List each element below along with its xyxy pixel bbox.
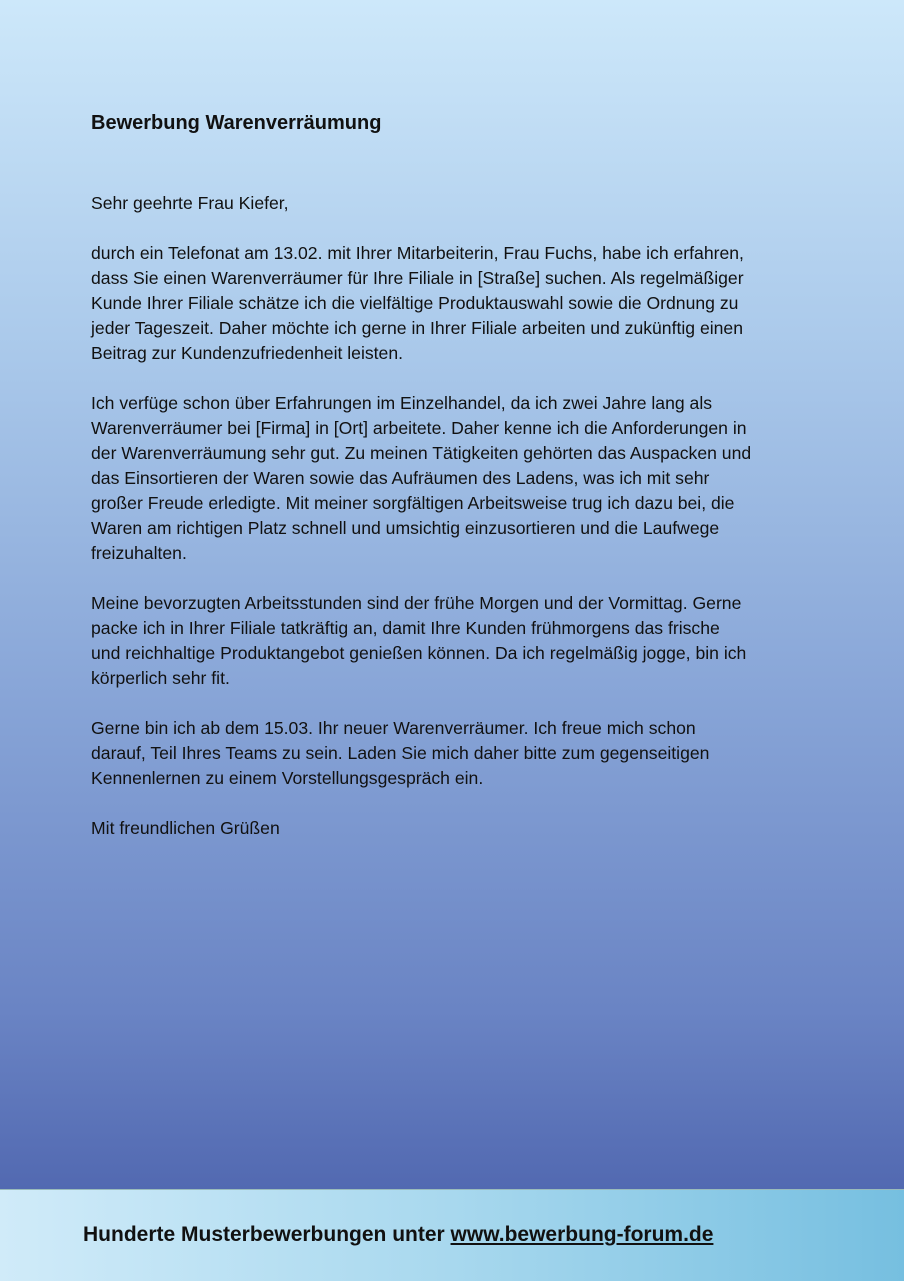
paragraph-line: das Einsortieren der Waren sowie das Aufräumen des Ladens, was ich mit sehr xyxy=(91,468,710,488)
paragraph-line: und reichhaltige Produktangebot genießen können. Da ich regelmäßig jogge, bin ich xyxy=(91,643,747,663)
paragraph-line: Warenverräumer bei [Firma] in [Ort] arbeitete. Daher kenne ich die Anforderungen in xyxy=(91,418,747,438)
letter-title: Bewerbung Warenverräumung xyxy=(91,112,382,134)
salutation: Sehr geehrte Frau Kiefer, xyxy=(91,193,289,213)
paragraph-line: jeder Tageszeit. Daher möchte ich gerne in Ihrer Filiale arbeiten und zukünftig einen xyxy=(91,318,743,338)
paragraph-line: der Warenverräumung sehr gut. Zu meinen Tätigkeiten gehörten das Auspacken und xyxy=(91,443,752,463)
paragraph-line: körperlich sehr fit. xyxy=(91,668,230,688)
paragraphs xyxy=(91,241,751,791)
paragraph-line: dass Sie einen Warenverräumer für Ihre Filiale in [Straße] suchen. Als regelmäßiger xyxy=(91,268,744,288)
paragraph-line: packe ich in Ihrer Filiale tatkräftig an, damit Ihre Kunden frühmorgens das frische xyxy=(91,618,720,638)
paragraph-line: Kennenlernen zu einem Vorstellungsgespräch ein. xyxy=(91,768,484,788)
footer-text xyxy=(83,1223,713,1247)
paragraph-line: durch ein Telefonat am 13.02. mit Ihrer Mitarbeiterin, Frau Fuchs, habe ich erfahren, xyxy=(91,243,744,263)
footer-link[interactable]: www.bewerbung-forum.de xyxy=(450,1223,714,1246)
paragraph-line: Gerne bin ich ab dem 15.03. Ihr neuer Warenverräumer. Ich freue mich schon xyxy=(91,718,696,738)
paragraph-line: Meine bevorzugten Arbeitsstunden sind der frühe Morgen und der Vormittag. Gerne xyxy=(91,593,742,613)
paragraph xyxy=(91,716,751,791)
paragraph-line: Waren am richtigen Platz schnell und umsichtig einzusortieren und die Laufwege xyxy=(91,518,720,538)
footer-label: Hunderte Musterbewerbungen unter xyxy=(83,1223,451,1246)
paragraph xyxy=(91,391,751,566)
paragraph-line: großer Freude erledigte. Mit meiner sorgfältigen Arbeitsweise trug ich dazu bei, die xyxy=(91,493,735,513)
paragraph xyxy=(91,241,751,366)
paragraph-line: freizuhalten. xyxy=(91,543,187,563)
paragraph-line: Kunde Ihrer Filiale schätze ich die vielfältige Produktauswahl sowie die Ordnung zu xyxy=(91,293,739,313)
paragraph-line: Ich verfüge schon über Erfahrungen im Einzelhandel, da ich zwei Jahre lang als xyxy=(91,393,713,413)
paragraph xyxy=(91,591,751,691)
footer-banner xyxy=(0,1189,904,1281)
paragraph-line: Beitrag zur Kundenzufriedenheit leisten. xyxy=(91,343,403,363)
paragraph-line: darauf, Teil Ihres Teams zu sein. Laden Sie mich daher bitte zum gegenseitigen xyxy=(91,743,710,763)
closing: Mit freundlichen Grüßen xyxy=(91,818,280,838)
letter-body xyxy=(91,191,751,866)
